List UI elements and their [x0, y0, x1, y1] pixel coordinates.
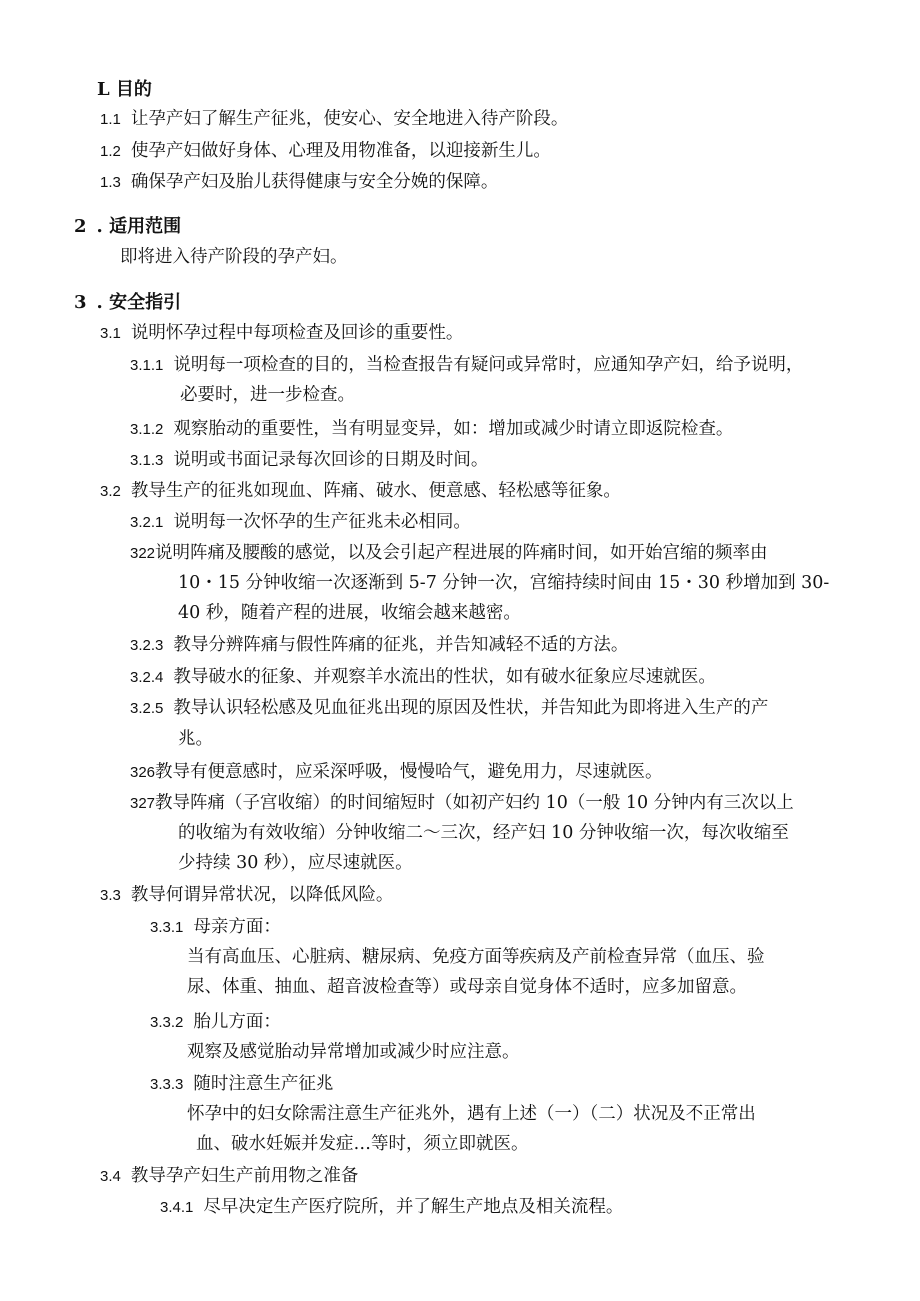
item-number: 3.4.1	[160, 1199, 194, 1216]
list-item	[100, 171, 498, 194]
list-item-continuation: 当有高血压、心脏病、糖尿病、免疫方面等疾病及产前检查异常（血压、验	[187, 947, 765, 967]
item-number: 3.3.2	[150, 1014, 184, 1031]
item-number: 3.3.1	[150, 919, 184, 936]
item-text: 观察胎动的重要性，当有明显变异，如：增加或减少时请立即返院检查。	[173, 419, 734, 439]
item-text: 教导何谓异常状况，以降低风险。	[130, 885, 394, 905]
item-text: 教导认识轻松感及见血征兆出现的原因及性状，并告知此为即将进入生产的产	[173, 698, 769, 718]
list-item-continuation: 尿、体重、抽血、超音波检查等）或母亲自觉身体不适时，应多加留意。	[187, 977, 747, 997]
item-number: 1.2	[100, 143, 121, 160]
item-number: 3.2.5	[130, 700, 164, 717]
item-number: 3.2	[100, 483, 121, 500]
section-title: . 适用范围	[96, 216, 182, 237]
list-item	[130, 666, 716, 689]
list-item	[160, 1196, 623, 1219]
list-item-continuation: 必要时，进一步检查。	[180, 385, 355, 405]
item-number: 3.3.3	[150, 1076, 184, 1093]
list-item-continuation: 观察及感觉胎动异常增加或减少时应注意。	[187, 1042, 520, 1062]
section-title: . 安全指引	[96, 292, 182, 313]
list-item	[150, 1011, 281, 1034]
item-text: 确保孕产妇及胎儿获得健康与安全分娩的保障。	[130, 172, 499, 192]
list-item-continuation: 40 秒，随着产程的进展，收缩会越来越密。	[178, 603, 521, 623]
item-text: 教导有便意感时，应采深呼吸，慢慢哈气，避免用力，尽速就医。	[155, 762, 663, 782]
section-2-heading	[74, 216, 181, 238]
section-3-heading	[74, 292, 181, 314]
list-item	[130, 354, 803, 377]
list-item	[150, 916, 281, 939]
item-number: 3.1.2	[130, 421, 164, 438]
item-text: 教导分辨阵痛与假性阵痛的征兆，并告知减轻不适的方法。	[173, 635, 629, 655]
item-text: 说明或书面记录每次回诊的日期及时间。	[173, 450, 489, 470]
list-item	[100, 322, 463, 345]
list-item	[100, 108, 568, 131]
section-2-text: 即将进入待产阶段的孕产妇。	[120, 247, 348, 267]
item-text: 教导阵痛（子宫收缩）的时间缩短时（如初产妇约 10（一般 10 分钟内有三次以上	[155, 793, 794, 813]
item-number: 3.4	[100, 1168, 121, 1185]
item-number: 3.2.3	[130, 637, 164, 654]
list-item-continuation: 怀孕中的妇女除需注意生产征兆外，遇有上述（一）（二）状况及不正常出	[187, 1104, 756, 1124]
list-item-continuation: 血、破水妊娠并发症…等时，须立即就医。	[196, 1134, 529, 1154]
list-item	[130, 634, 628, 657]
item-number: 326	[130, 764, 156, 781]
item-number: 3.3	[100, 887, 121, 904]
item-text: 教导破水的征象、并观察羊水流出的性状，如有破水征象应尽速就医。	[173, 667, 716, 687]
list-item	[130, 542, 768, 565]
item-text: 说明怀孕过程中每项检查及回诊的重要性。	[130, 323, 464, 343]
item-text: 母亲方面：	[193, 917, 281, 937]
item-number: 1.1	[100, 111, 121, 128]
list-item-continuation: 的收缩为有效收缩）分钟收缩二～三次，经产妇 10 分钟收缩一次，每次收缩至	[178, 823, 789, 843]
list-item-continuation: 少持续 30 秒），应尽速就医。	[178, 853, 413, 873]
item-number: 3.1.1	[130, 357, 164, 374]
list-item	[130, 761, 663, 784]
list-item-continuation: 10・15 分钟收缩一次逐渐到 5-7 分钟一次，宫缩持续时间由 15・30 秒增加到 30-	[178, 573, 830, 593]
list-item	[130, 792, 794, 815]
item-text: 说明每一项检查的目的，当检查报告有疑问或异常时，应通知孕产妇，给予说明，	[173, 355, 804, 375]
list-item	[130, 511, 471, 534]
item-number: 3.2.1	[130, 514, 164, 531]
item-text: 让孕产妇了解生产征兆，使安心、安全地进入待产阶段。	[130, 109, 569, 129]
item-number: 327	[130, 795, 156, 812]
item-text: 教导孕产妇生产前用物之准备	[130, 1166, 359, 1186]
item-text: 随时注意生产征兆	[193, 1074, 334, 1094]
list-item	[100, 1165, 358, 1188]
list-item	[100, 480, 621, 503]
section-1-heading: L 目的	[97, 79, 152, 100]
list-item	[150, 1073, 333, 1096]
item-number: 322	[130, 545, 156, 562]
list-item	[130, 697, 768, 720]
item-number: 3.1	[100, 325, 121, 342]
item-text: 使孕产妇做好身体、心理及用物准备，以迎接新生儿。	[130, 141, 551, 161]
section-number: 3	[74, 292, 87, 313]
item-text: 说明每一次怀孕的生产征兆未必相同。	[173, 512, 471, 532]
item-number: 3.1.3	[130, 452, 164, 469]
list-item-continuation: 兆。	[178, 729, 213, 749]
list-item	[100, 884, 393, 907]
list-item	[130, 449, 488, 472]
item-text: 教导生产的征兆如现血、阵痛、破水、便意感、轻松感等征象。	[130, 481, 621, 501]
section-number: 2	[74, 216, 87, 237]
item-number: 1.3	[100, 174, 121, 191]
item-text: 尽早决定生产医疗院所，并了解生产地点及相关流程。	[203, 1197, 624, 1217]
item-text: 胎儿方面：	[193, 1012, 281, 1032]
list-item	[100, 140, 551, 163]
item-number: 3.2.4	[130, 669, 164, 686]
list-item	[130, 418, 733, 441]
item-text: 说明阵痛及腰酸的感觉，以及会引起产程进展的阵痛时间，如开始宫缩的频率由	[155, 543, 768, 563]
